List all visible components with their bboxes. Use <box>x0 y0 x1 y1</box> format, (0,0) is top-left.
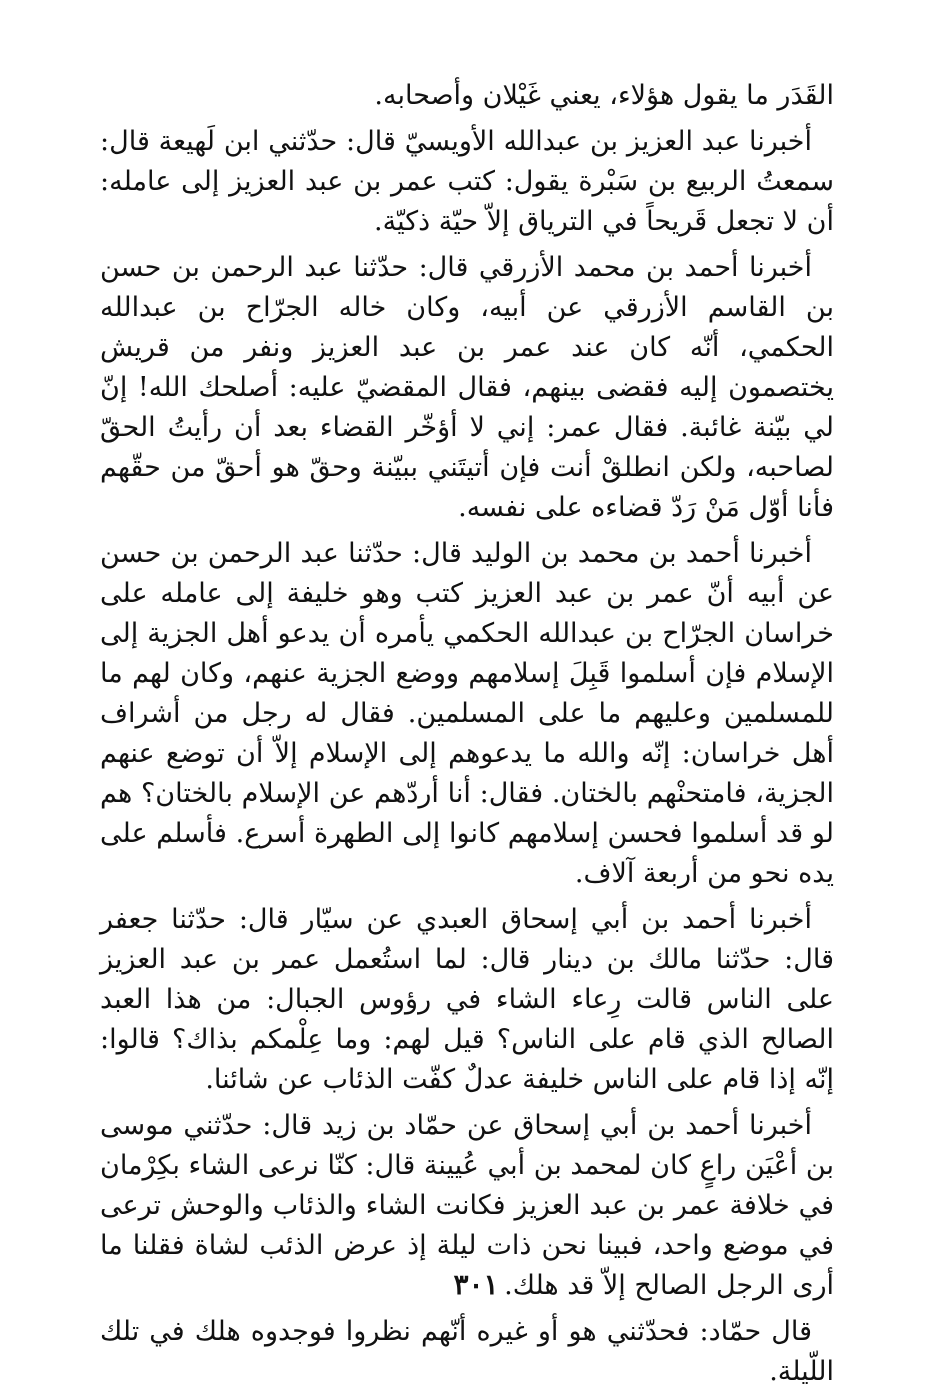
paragraph-azraqi-narration: أخبرنا أحمد بن محمد الأزرقي قال: حدّثنا عبد الرحمن بن حسن بن القاسم الأزرقي عن أبيه، وكان خاله الجرّاح بن عبدالله الحكمي، أنّه كان عند عمر بن عبد العزيز ونفر من قريش يختصمون إليه فقضى بينهم، فقال المقضيّ عليه: أصلحك الله! إنّ لي بيّنة غائبة. فقال عمر: إني لا أؤخّر القضاء بعد أن رأيتُ الحقّ لصاحبه، ولكن انطلقْ أنت فإن أتيتَني ببيّنة وحقّ هو أحقّ من حقّهم فأنا أوّل مَنْ رَدّ قضاءه على نفسه. <box>100 252 834 523</box>
paragraph-hammad-narration: أخبرنا أحمد بن أبي إسحاق عن حمّاد بن زيد قال: حدّثني موسى بن أعْيَن راعٍ كان لمحمد بن أبي عُيينة قال: كنّا نرعى الشاء بكِرْمان في خلافة عمر بن عبد العزيز فكانت الشاء والذئاب والوحش ترعى في موضع واحد، فبينا نحن ذات ليلة إذ عرض الذئب لشاة فقلنا ما أرى الرجل الصالح إلاّ قد هلك. <box>100 1110 834 1301</box>
paragraph-awaisi-narration: أخبرنا عبد العزيز بن عبدالله الأويسيّ قال: حدّثني ابن لَهيعة قال: سمعتُ الربيع بن سَبْرة يقول: كتب عمر بن عبد العزيز إلى عامله: أن لا تجعل قَريحاً في الترياق إلاّ حيّة ذكيّة. <box>100 126 834 237</box>
page-number: ٣٠١ <box>453 1268 499 1301</box>
paragraph-hammad-addendum: قال حمّاد: فحدّثني هو أو غيره أنّهم نظروا فوجدوه هلك في تلك اللّيلة. <box>100 1316 834 1387</box>
paragraph-abdi-narration: أخبرنا أحمد بن أبي إسحاق العبدي عن سيّار قال: حدّثنا جعفر قال: حدّثنا مالك بن دينار قال: لما استُعمل عمر بن عبد العزيز على الناس قالت رِعاء الشاء في رؤوس الجبال: من هذا العبد الصالح الذي قام على الناس؟ قيل لهم: وما عِلْمكم بذاك؟ قالوا: إنّه إذا قام على الناس خليفة عدلٌ كفّت الذئاب عن شائنا. <box>100 904 834 1095</box>
paragraph-continuation: القَدَر ما يقول هؤلاء، يعني غَيْلان وأصحابه. <box>374 80 834 111</box>
paragraph-walid-narration: أخبرنا أحمد بن محمد بن الوليد قال: حدّثنا عبد الرحمن بن حسن عن أبيه أنّ عمر بن عبد العزيز كتب وهو خليفة إلى عامله على خراسان الجرّاح بن عبدالله الحكمي يأمره أن يدعو أهل الجزية إلى الإسلام فإن أسلموا قَبِلَ إسلامهم ووضع الجزية عنهم، وكان لهم ما للمسلمين وعليهم ما على المسلمين. فقال له رجل من أشراف أهل خراسان: إنّه والله ما يدعوهم إلى الإسلام إلاّ أن توضع عنهم الجزية، فامتحنْهم بالختان. فقال: أنا أردّهم عن الإسلام بالختان؟ هم لو قد أسلموا فحسن إسلامهم كانوا إلى الطهرة أسرع. فأسلم على يده نحو من أربعة آلاف. <box>100 538 834 889</box>
